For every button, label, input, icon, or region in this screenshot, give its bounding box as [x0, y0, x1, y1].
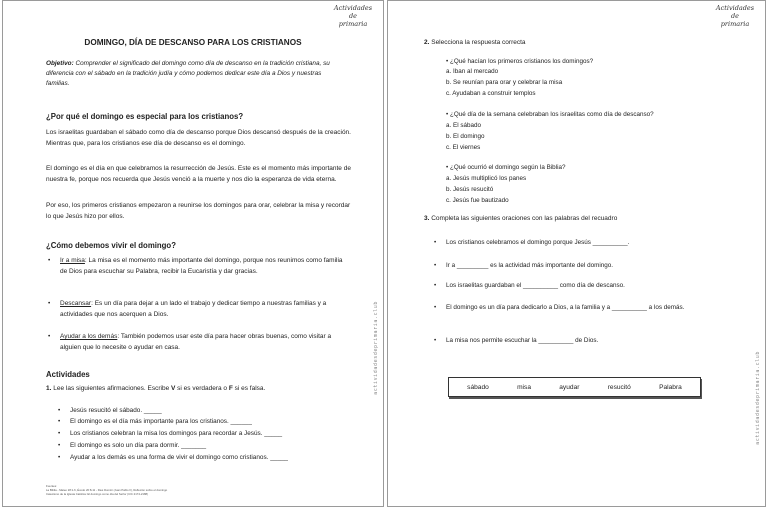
paragraph-2: El domingo es el día en que celebramos la resurrección de Jesús. Este es el momento más importante de nuestra fe, porque nos recuerda que Jesús venció a la muerte y nos dio la esperanza de vida eterna. [46, 165, 351, 183]
word-bank-item: resucitó [607, 383, 631, 391]
side-url: actividadesdeprimaria.club [755, 351, 761, 445]
true-false-item: • El domingo es el día más importante para los cristianos. ______ [58, 418, 252, 425]
fill-blank-item: • El domingo es un día para dedicarlo a Dios, a la familia y a __________ a los demás. [434, 304, 685, 311]
heading-how-to-live: ¿Cómo debemos vivir el domingo? [46, 241, 176, 250]
list-item-ayudar: • Ayudar a los demás: También podemos usar este día para hacer obras buenas, como visitar a alguien que lo necesite o ayudar en casa. [48, 333, 332, 351]
list-item-ir-a-misa: • Ir a misa: La misa es el momento más importante del domingo, porque nos reunimos como familia de Dios para escuchar su Palabra, recibir la Eucaristía y dar gracias. [48, 257, 343, 275]
fill-blank-item: • Los cristianos celebramos el domingo porque Jesús __________. [434, 239, 630, 246]
true-false-item: • El domingo es solo un día para dormir. _______ [58, 442, 207, 449]
fill-blank-item: • Ir a _________ es la actividad más importante del domingo. [434, 262, 613, 269]
mc-option: a. Jesús multiplicó los panes [446, 175, 527, 182]
paragraph-1: Los israelitas guardaban el sábado como día de descanso porque Dios descansó después de la creación. Mientras que, para los cristianos ese día de descanso es el domingo. [46, 129, 351, 147]
word-bank-item: ayudar [559, 383, 580, 391]
word-bank-item: misa [517, 383, 531, 391]
word-bank [448, 377, 701, 397]
mc-question: • ¿Qué día de la semana celebraban los israelitas como día de descanso? [446, 111, 654, 118]
word-bank-item: sábado [467, 383, 489, 391]
mc-option: c. El viernes [446, 144, 481, 151]
activity-1-instructions: 1. Lee las siguientes afirmaciones. Escribe V si es verdadera o F si es falsa. [46, 385, 266, 392]
mc-option: b. Se reunían para orar y celebrar la misa [446, 79, 563, 86]
fill-blank-item: • Los israelitas guardaban el __________ como día de descanso. [434, 282, 625, 289]
mc-option: a. El sábado [446, 122, 482, 129]
brand-logo: Actividades de primaria [715, 4, 755, 28]
true-false-item: • Jesús resucitó el sábado. _____ [58, 407, 162, 414]
mc-option: c. Jesús fue bautizado [446, 197, 509, 204]
mc-option: b. Jesús resucitó [446, 186, 494, 193]
paragraph-3: Por eso, los primeros cristianos empezaron a reunirse los domingos para orar, celebrar la misa y recordar lo que Jesús hizo por ellos. [46, 202, 351, 220]
mc-option: b. El domingo [446, 133, 485, 140]
sources-footer: Fuentes: La Biblia - Mateo 28:1-6, Éxodo 20:8-11 - Dies Domini (Juan Pablo II), Reflexión sobre el domingo Catecismo de la Iglesia Católica: El domingo como día del Señor (CIC 2174-2188) [46, 484, 168, 496]
heading-activities: Actividades [46, 370, 90, 379]
objective-text: Objetivo: Comprender el significado del domingo como día de descanso en la tradición cristiana, su diferencia con el sábado en la tradición judía y cómo podemos dedicar este día a Dios y nuestras familias. [46, 60, 330, 87]
fill-blank-item: • La misa nos permite escuchar la __________ de Dios. [434, 337, 599, 344]
true-false-item: • Ayudar a los demás es una forma de vivir el domingo como cristianos. _____ [58, 454, 288, 461]
worksheet-page-1 [2, 0, 384, 507]
page-title: DOMINGO, DÍA DE DESCANSO PARA LOS CRISTIANOS [84, 38, 302, 47]
activity-3-title: 3. Completa las siguientes oraciones con las palabras del recuadro [424, 215, 618, 222]
mc-option: c. Ayudaban a construir templos [446, 90, 536, 97]
activity-2-title: 2. Selecciona la respuesta correcta [424, 39, 526, 46]
heading-why-special: ¿Por qué el domingo es especial para los cristianos? [46, 112, 244, 121]
true-false-item: • Los cristianos celebran la misa los domingos para recordar a Jesús. _____ [58, 430, 283, 437]
mc-question: • ¿Qué ocurrió el domingo según la Biblia? [446, 164, 566, 171]
mc-option: a. Iban al mercado [446, 68, 499, 75]
mc-question: • ¿Qué hacían los primeros cristianos los domingos? [446, 58, 594, 65]
list-item-descansar: • Descansar: Es un día para dejar a un lado el trabajo y dedicar tiempo a nuestras familias y a actividades que nos acerquen a Dios. [48, 300, 327, 318]
side-url: actividadesdeprimaria.club [373, 301, 379, 395]
brand-logo: Actividades de primaria [333, 4, 373, 28]
worksheet-page-2 [387, 0, 766, 507]
word-bank-item: Palabra [659, 383, 682, 391]
